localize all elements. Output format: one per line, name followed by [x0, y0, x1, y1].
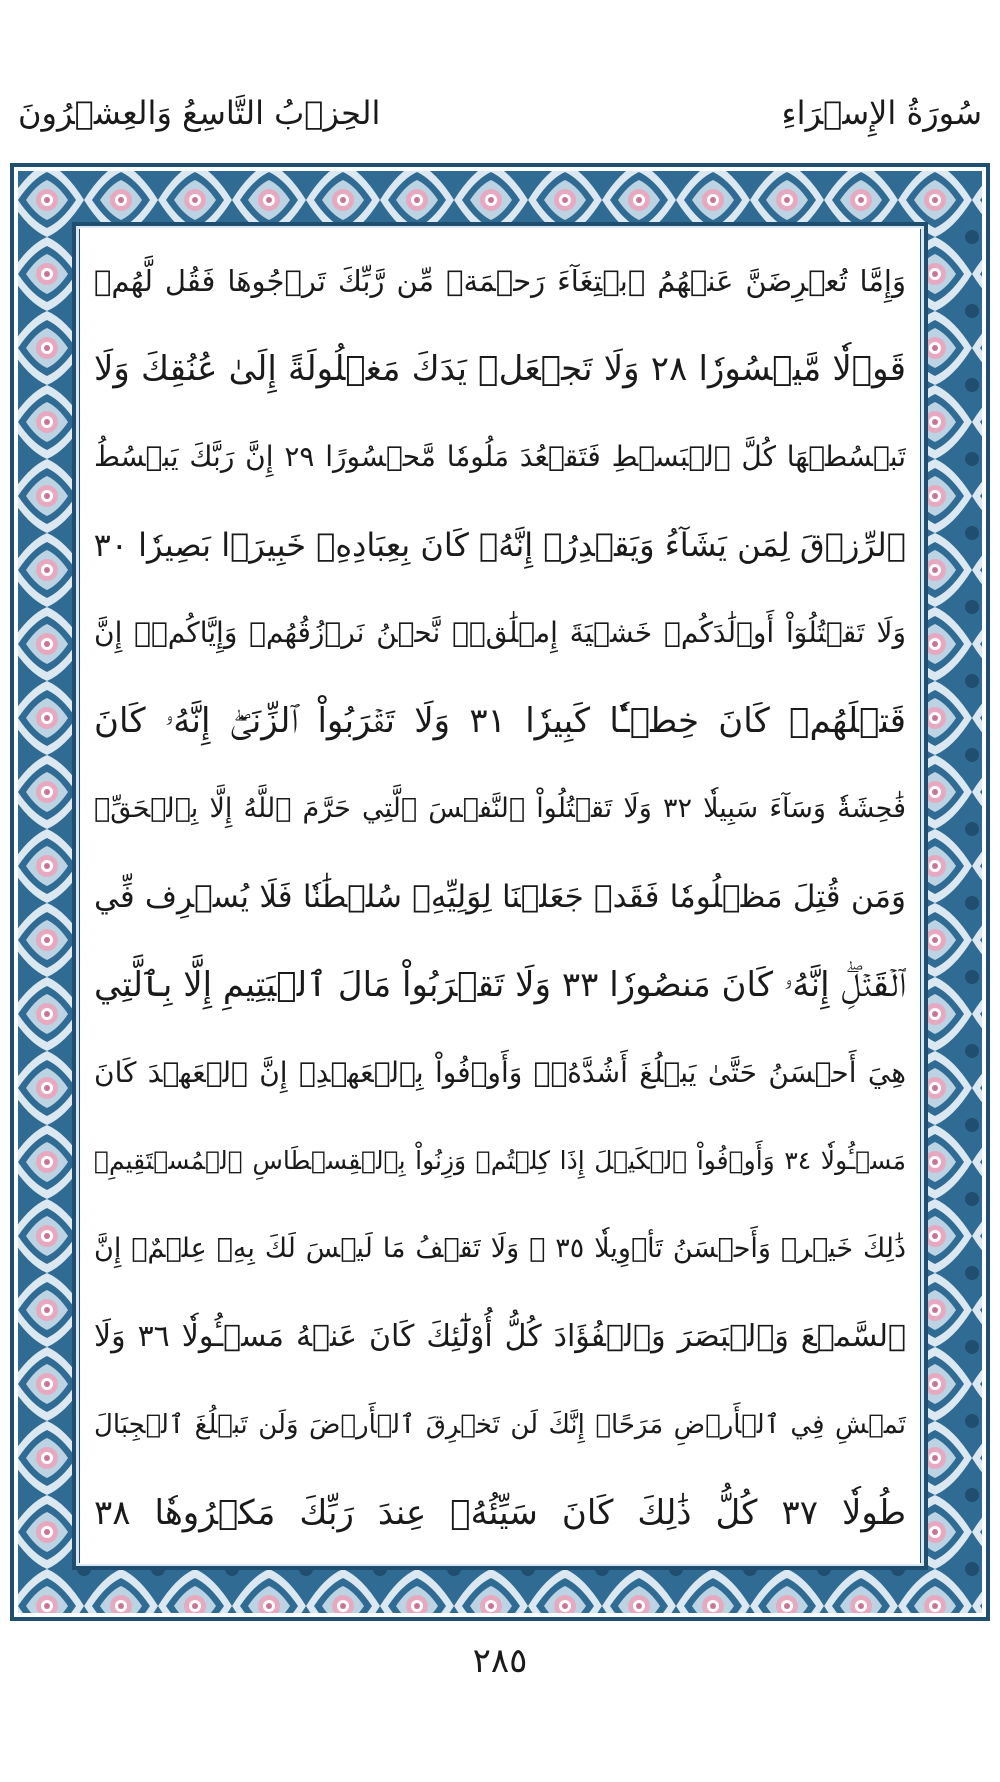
verse-line: طُولٗا ٣٧ كُلُّ ذَٰلِكَ كَانَ سَيِّئُهُۥ عِندَ رَبِّكَ مَكۡرُوهٗا ٣٨ [94, 1493, 906, 1533]
verse-line: وَمَن قُتِلَ مَظۡلُومٗا فَقَدۡ جَعَلۡنَا لِوَلِيِّهِۦ سُلۡطَٰنٗا فَلَا يُسۡرِف فِّي [94, 879, 906, 915]
verse-line: هِيَ أَحۡسَنُ حَتَّىٰ يَبۡلُغَ أَشُدَّهُۥۚ وَأَوۡفُواْ بِٱلۡعَهۡدِۖ إِنَّ ٱلۡعَهۡدَ كَانَ [94, 1056, 906, 1089]
verse-text-area [80, 228, 920, 1564]
verse-line: تَمۡشِ فِي ٱلۡأَرۡضِ مَرَحًاۖ إِنَّكَ لَن تَخۡرِقَ ٱلۡأَرۡضَ وَلَن تَبۡلُغَ ٱلۡجِبَالَ [94, 1410, 906, 1440]
verse-line: ذَٰلِكَ خَيۡرٞ وَأَحۡسَنُ تَأۡوِيلٗا ٣٥ ۞ وَلَا تَقۡفُ مَا لَيۡسَ لَكَ بِهِۦ عِلۡمٌۚ إِنَّ [94, 1233, 906, 1264]
page-header [18, 88, 982, 138]
verse-line: وَلَا تَقۡتُلُوٓاْ أَوۡلَٰدَكُمۡ خَشۡيَةَ إِمۡلَٰقٖۖ نَّحۡنُ نَرۡزُقُهُمۡ وَإِيَّاكُمۡۚ إِنَّ [94, 616, 906, 649]
page-number: ٢٨٥ [472, 1641, 528, 1681]
hizb-name: الحِزۡبُ التَّاسِعُ وَالعِشۡرُونَ [18, 94, 381, 132]
verse-line: ٱلسَّمۡعَ وَٱلۡبَصَرَ وَٱلۡفُؤَادَ كُلُّ أُوْلَٰٓئِكَ كَانَ عَنۡهُ مَسۡـُٔولٗا ٣٦ وَلَا [94, 1319, 906, 1354]
verse-line: ٱلۡقَتۡلِۖ إِنَّهُۥ كَانَ مَنصُورٗا ٣٣ وَلَا تَقۡرَبُواْ مَالَ ٱلۡيَتِيمِ إِلَّا بِٱلَّتِي [94, 965, 906, 1005]
verse-line: مَسۡـُٔولٗا ٣٤ وَأَوۡفُواْ ٱلۡكَيۡلَ إِذَا كِلۡتُمۡ وَزِنُواْ بِٱلۡقِسۡطَاسِ ٱلۡمُسۡتَقِيمِۚ [94, 1146, 906, 1175]
verse-line: تَبۡسُطۡهَا كُلَّ ٱلۡبَسۡطِ فَتَقۡعُدَ مَلُومٗا مَّحۡسُورًا ٢٩ إِنَّ رَبَّكَ يَبۡسُطُ [94, 440, 906, 473]
verse-line: وَإِمَّا تُعۡرِضَنَّ عَنۡهُمُ ٱبۡتِغَآءَ رَحۡمَةٖ مِّن رَّبِّكَ تَرۡجُوهَا فَقُل لَّهُمۡ [94, 264, 906, 298]
verse-line: ٱلرِّزۡقَ لِمَن يَشَآءُ وَيَقۡدِرُۚ إِنَّهُۥ كَانَ بِعِبَادِهِۦ خَبِيرَۢا بَصِيرٗا ٣٠ [94, 526, 906, 564]
verse-line: قَتۡلَهُمۡ كَانَ خِطۡـٔٗا كَبِيرٗا ٣١ وَلَا تَقۡرَبُواْ ٱلزِّنَىٰٓۖ إِنَّهُۥ كَانَ [94, 701, 906, 741]
verse-line: قَوۡلٗا مَّيۡسُورٗا ٢٨ وَلَا تَجۡعَلۡ يَدَكَ مَغۡلُولَةً إِلَىٰ عُنُقِكَ وَلَا [94, 349, 906, 389]
verse-line: فَٰحِشَةٗ وَسَآءَ سَبِيلٗا ٣٢ وَلَا تَقۡتُلُواْ ٱلنَّفۡسَ ٱلَّتِي حَرَّمَ ٱللَّهُ إِلَّا بِٱلۡحَقِّۗ [94, 793, 906, 824]
surah-name: سُورَةُ الإِسۡرَاءِ [781, 94, 982, 132]
